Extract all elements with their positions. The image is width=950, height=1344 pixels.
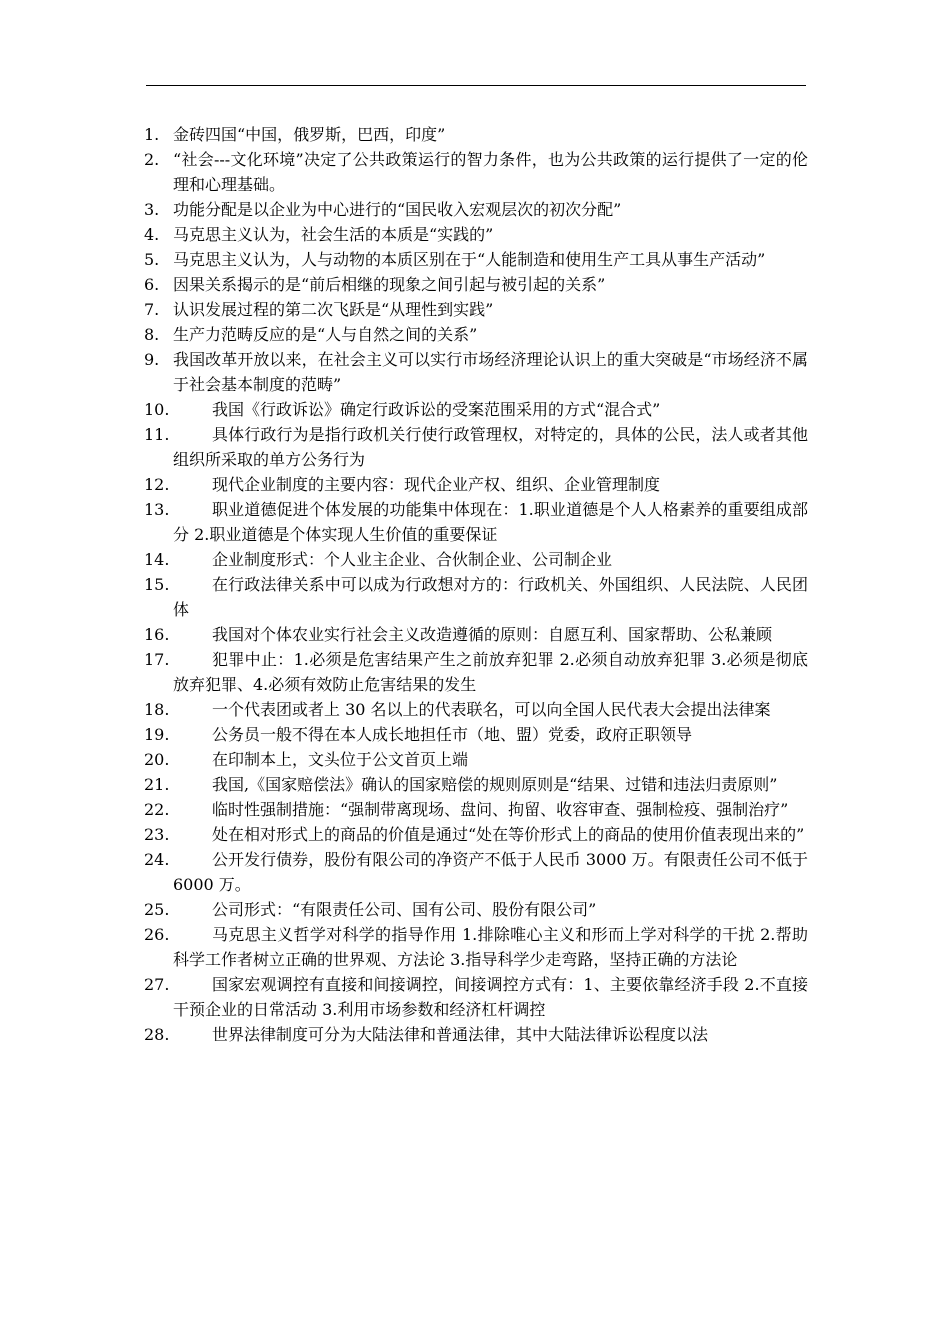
item-text: 因果关系揭示的是“前后相继的现象之间引起与被引起的关系”	[173, 275, 606, 294]
item-text: 我国对个体农业实行社会主义改造遵循的原则：自愿互利、国家帮助、公私兼顾	[212, 625, 773, 644]
item-number: 19.	[144, 725, 170, 744]
item-number: 22.	[144, 800, 170, 819]
list-item	[144, 422, 808, 472]
item-number: 18.	[144, 700, 170, 719]
item-text: 马克思主义认为，人与动物的本质区别在于“人能制造和使用生产工具从事生产活动”	[173, 250, 766, 269]
item-text: 金砖四国“中国，俄罗斯，巴西，印度”	[173, 125, 446, 144]
header-rule	[146, 85, 806, 86]
list-item	[144, 772, 808, 797]
item-text: 现代企业制度的主要内容：现代企业产权、组织、企业管理制度	[212, 475, 661, 494]
list-item	[144, 1022, 808, 1047]
item-number: 16.	[144, 625, 170, 644]
item-number: 5.	[144, 250, 160, 269]
item-number: 17.	[144, 650, 170, 669]
item-number: 12.	[144, 475, 170, 494]
list-item	[144, 397, 808, 422]
item-text: 企业制度形式：个人业主企业、合伙制企业、公司制企业	[212, 550, 613, 569]
numbered-list	[144, 122, 808, 1047]
list-item	[144, 497, 808, 547]
item-text: 处在相对形式上的商品的价值是通过“处在等价形式上的商品的使用价值表现出来的”	[212, 825, 805, 844]
item-number: 7.	[144, 300, 160, 319]
item-number: 2.	[144, 150, 160, 169]
item-text: 一个代表团或者上 30 名以上的代表联名，可以向全国人民代表大会提出法律案	[212, 700, 771, 719]
item-number: 26.	[144, 925, 170, 944]
list-item	[144, 747, 808, 772]
item-text: 具体行政行为是指行政机关行使行政管理权，对特定的，具体的公民，法人或者其他组织所采取的单方公务行为	[173, 425, 808, 469]
item-number: 9.	[144, 350, 160, 369]
item-text: 公开发行债券，股份有限公司的净资产不低于人民币 3000 万。有限责任公司不低于 6000 万。	[173, 850, 808, 894]
item-text: “社会---文化环境”决定了公共政策运行的智力条件，也为公共政策的运行提供了一定的伦理和心理基础。	[173, 150, 808, 194]
item-text: 马克思主义哲学对科学的指导作用 1.排除唯心主义和形而上学对科学的干扰 2.帮助科学工作者树立正确的世界观、方法论 3.指导科学少走弯路，坚持正确的方法论	[173, 925, 808, 969]
item-text: 公务员一般不得在本人成长地担任市（地、盟）党委，政府正职领导	[212, 725, 693, 744]
item-number: 6.	[144, 275, 160, 294]
item-text: 我国改革开放以来，在社会主义可以实行市场经济理论认识上的重大突破是“市场经济不属于社会基本制度的范畴”	[173, 350, 808, 394]
item-text: 世界法律制度可分为大陆法律和普通法律，其中大陆法律诉讼程度以法	[212, 1025, 709, 1044]
item-text: 我国《行政诉讼》确定行政诉讼的受案范围采用的方式“混合式”	[212, 400, 661, 419]
item-text: 认识发展过程的第二次飞跃是“从理性到实践”	[173, 300, 494, 319]
list-item	[144, 647, 808, 697]
list-item	[144, 922, 808, 972]
item-number: 24.	[144, 850, 170, 869]
item-number: 25.	[144, 900, 170, 919]
list-item	[144, 847, 808, 897]
item-text: 马克思主义认为，社会生活的本质是“实践的”	[173, 225, 494, 244]
item-text: 临时性强制措施：“强制带离现场、盘问、拘留、收容审查、强制检疫、强制治疗”	[212, 800, 789, 819]
list-item	[144, 722, 808, 747]
item-number: 10.	[144, 400, 170, 419]
list-item	[144, 222, 808, 247]
list-item	[144, 822, 808, 847]
list-item	[144, 797, 808, 822]
item-text: 国家宏观调控有直接和间接调控，间接调控方式有：1、主要依靠经济手段 2.不直接干预企业的日常活动 3.利用市场参数和经济杠杆调控	[173, 975, 808, 1019]
list-item	[144, 322, 808, 347]
list-item	[144, 572, 808, 622]
item-text: 生产力范畴反应的是“人与自然之间的关系”	[173, 325, 478, 344]
item-text: 我国,《国家赔偿法》确认的国家赔偿的规则原则是“结果、过错和违法归责原则”	[212, 775, 778, 794]
list-item	[144, 122, 808, 147]
item-number: 1.	[144, 125, 160, 144]
list-item	[144, 547, 808, 572]
list-item	[144, 472, 808, 497]
list-item	[144, 197, 808, 222]
item-number: 23.	[144, 825, 170, 844]
list-item	[144, 347, 808, 397]
list-item	[144, 147, 808, 197]
list-item	[144, 897, 808, 922]
item-number: 15.	[144, 575, 170, 594]
item-number: 21.	[144, 775, 170, 794]
item-text: 公司形式：“有限责任公司、国有公司、股份有限公司”	[212, 900, 597, 919]
list-item	[144, 972, 808, 1022]
list-item	[144, 297, 808, 322]
item-number: 11.	[144, 425, 170, 444]
item-number: 8.	[144, 325, 160, 344]
item-number: 14.	[144, 550, 170, 569]
item-text: 犯罪中止：1.必须是危害结果产生之前放弃犯罪 2.必须自动放弃犯罪 3.必须是彻底放弃犯罪、4.必须有效防止危害结果的发生	[173, 650, 808, 694]
item-number: 13.	[144, 500, 170, 519]
item-number: 3.	[144, 200, 160, 219]
list-item	[144, 622, 808, 647]
item-number: 27.	[144, 975, 170, 994]
item-text: 在行政法律关系中可以成为行政想对方的：行政机关、外国组织、人民法院、人民团体	[173, 575, 808, 619]
item-text: 在印制本上，文头位于公文首页上端	[212, 750, 469, 769]
item-text: 职业道德促进个体发展的功能集中体现在：1.职业道德是个人人格素养的重要组成部分 2.职业道德是个体实现人生价值的重要保证	[173, 500, 808, 544]
list-item	[144, 272, 808, 297]
item-number: 20.	[144, 750, 170, 769]
list-item	[144, 247, 808, 272]
item-number: 4.	[144, 225, 160, 244]
item-number: 28.	[144, 1025, 170, 1044]
item-text: 功能分配是以企业为中心进行的“国民收入宏观层次的初次分配”	[173, 200, 622, 219]
list-item	[144, 697, 808, 722]
